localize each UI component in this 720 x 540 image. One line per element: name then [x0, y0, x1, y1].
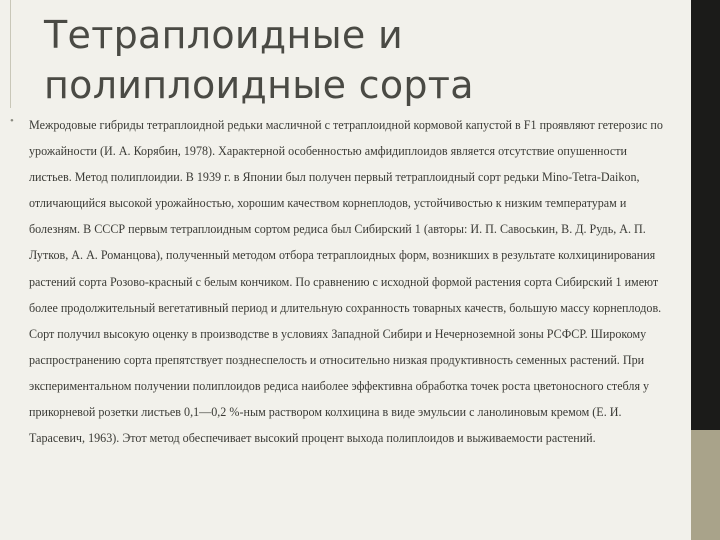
right-accent-bar-bottom [691, 430, 720, 540]
body-paragraph: Межродовые гибриды тетраплоидной редьки масличной с тетраплоидной кормовой капустой в F1 проявляют гетерозис по урожайности (И. А. Корябин, 1978). Характерной особенностью амфидиплоидов является отсутствие опушенности листьев. Метод полиплоидии. В 1939 г. в Японии был получен первый тетраплоидный сорт редьки Mino-Tetra-Daikon, отличающийся высокой урожайностью, хорошим качеством корнеплодов, устойчивостью к низким температурам и болезням. В СССР первым тетраплоидным сортом редиса был Сибирский 1 (авторы: И. П. Савоськин, В. Д. Рудь, А. П. Лутков, А. А. Романцова), полученный методом отбора тетраплоидных форм, возникших в результате колхицинирования растений сорта Розово-красный с белым кончиком. По сравнению с исходной формой растения сорта Сибирский 1 имеют более продолжительный вегетативный период и длительную сохранность товарных качеств, большую массу корнеплодов. Сорт получил высокую оценку в производстве в условиях Западной Сибири и Нечерноземной зоны РСФСР. Широкому распространению сорта препятствует позднеспелость и относительно низкая продуктивность семенных растений. При экспериментальном получении полиплоидов редиса наиболее эффективна обработка точек роста цветоносного стебля у прикорневой розетки листьев 0,1—0,2 %-ным раствором колхицина в виде эмульсии с ланолиновым кремом (Е. И. Тарасевич, 1963). Этот метод обеспечивает высокий процент выхода полиплоидов и выживаемости растений. [29, 118, 663, 446]
right-accent-bar [691, 0, 720, 430]
slide-title: Тетраплоидные и полиплоидные сорта [44, 13, 474, 107]
bullet-marker: • [10, 115, 14, 127]
slide-body [10, 112, 665, 451]
left-divider-line [10, 0, 11, 108]
